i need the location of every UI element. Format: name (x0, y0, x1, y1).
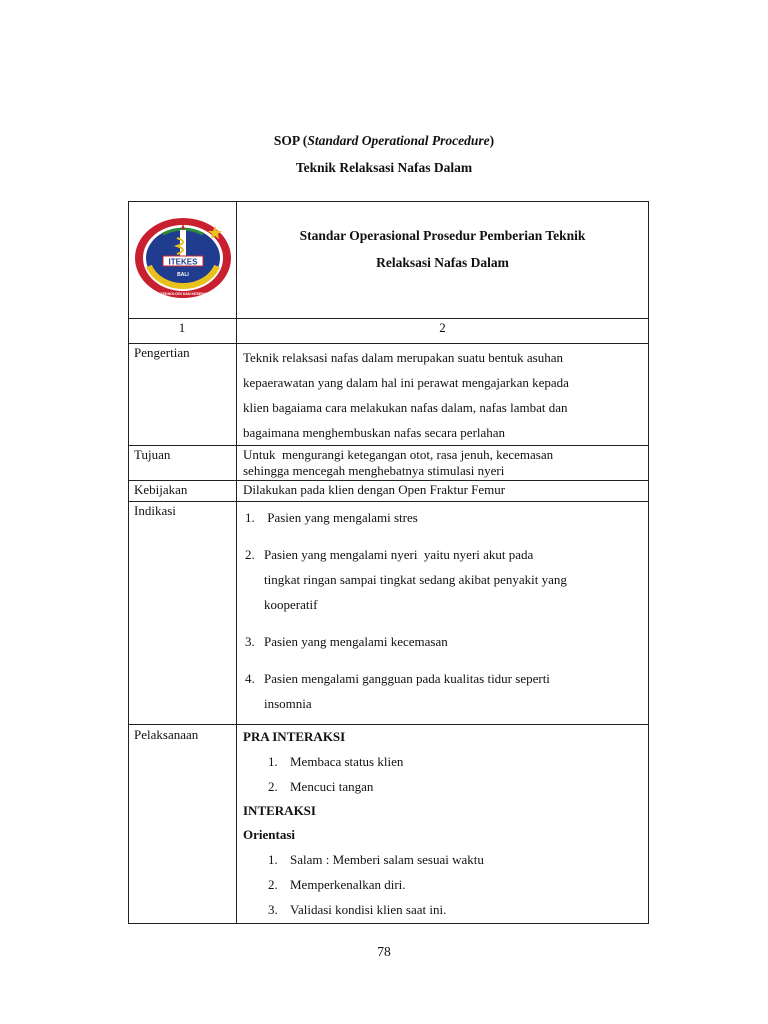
svg-text:INSTITUT TEKNOLOGI DAN KESEHAT: INSTITUT TEKNOLOGI DAN KESEHATAN BALI (142, 292, 223, 296)
content-pengertian (237, 344, 649, 446)
section-orientasi: Orientasi (243, 827, 295, 842)
header-title-cell (237, 202, 649, 319)
column-number-2: 2 (237, 319, 649, 344)
content-pelaksanaan (237, 725, 649, 924)
list-item: 3. Validasi kondisi klien saat ini. (268, 902, 447, 917)
svg-text:ITEKES: ITEKES (168, 257, 197, 267)
content-indikasi (237, 502, 649, 725)
text-line: bagaimana menghembuskan nafas secara perlahan (243, 425, 506, 440)
logo-cell (129, 202, 237, 319)
text-line: sehingga mencegah menghebatnya stimulasi nyeri (243, 463, 505, 478)
label-pelaksanaan: Pelaksanaan (129, 725, 237, 924)
content-kebijakan: Dilakukan pada klien dengan Open Fraktur Femur (237, 481, 649, 502)
section-pra-interaksi: PRA INTERAKSI (243, 729, 346, 744)
text-line: Teknik relaksasi nafas dalam merupakan suatu bentuk asuhan (243, 350, 564, 365)
column-number-1: 1 (129, 319, 237, 344)
text-line: klien bagaiama cara melakukan nafas dalam, nafas lambat dan (243, 400, 568, 415)
label-indikasi: Indikasi (129, 502, 237, 725)
row-tujuan (129, 446, 649, 481)
itekes-logo (133, 216, 233, 300)
column-number-row (129, 319, 649, 344)
row-kebijakan (129, 481, 649, 502)
list-item: 2. Memperkenalkan diri. (268, 877, 406, 892)
row-pelaksanaan (129, 725, 649, 924)
list-item: 2. Mencuci tangan (268, 779, 374, 794)
header-title-line-2: Relaksasi Nafas Dalam (376, 255, 509, 270)
list-item: 2. Pasien yang mengalami nyeri yaitu nyeri akut pada tingkat ringan sampai tingkat sedang akibat penyakit yang kooperatif (245, 547, 567, 612)
header-title-line-1: Standar Operasional Prosedur Pemberian Teknik (299, 228, 586, 243)
list-item: 1. Pasien yang mengalami stres (245, 510, 418, 525)
text-line: Untuk mengurangi ketegangan otot, rasa jenuh, kecemasan (243, 447, 554, 462)
sop-table (128, 201, 649, 924)
label-tujuan: Tujuan (129, 446, 237, 481)
indikasi-list (243, 505, 642, 716)
header-row (129, 202, 649, 319)
list-item: 1. Salam : Memberi salam sesuai waktu (268, 852, 484, 867)
list-item: 4. Pasien mengalami gangguan pada kualitas tidur seperti insomnia (245, 671, 550, 711)
text-line: kepaerawatan yang dalam hal ini perawat mengajarkan kepada (243, 375, 569, 390)
svg-text:BALI: BALI (176, 272, 189, 278)
list-item: 1. Membaca status klien (268, 754, 404, 769)
list-item: 3. Pasien yang mengalami kecemasan (245, 634, 448, 649)
row-indikasi (129, 502, 649, 725)
orientasi-steps (243, 847, 642, 922)
section-interaksi: INTERAKSI (243, 803, 316, 818)
document-title (0, 132, 768, 186)
row-pengertian (129, 344, 649, 446)
label-kebijakan: Kebijakan (129, 481, 237, 502)
label-pengertian: Pengertian (129, 344, 237, 446)
title-line-1: SOP (Standard Operational Procedure) (273, 133, 495, 148)
pra-interaksi-steps (243, 749, 642, 799)
page-number: 78 (377, 944, 391, 959)
title-line-2: Teknik Relaksasi Nafas Dalam (295, 160, 473, 175)
content-tujuan (237, 446, 649, 481)
